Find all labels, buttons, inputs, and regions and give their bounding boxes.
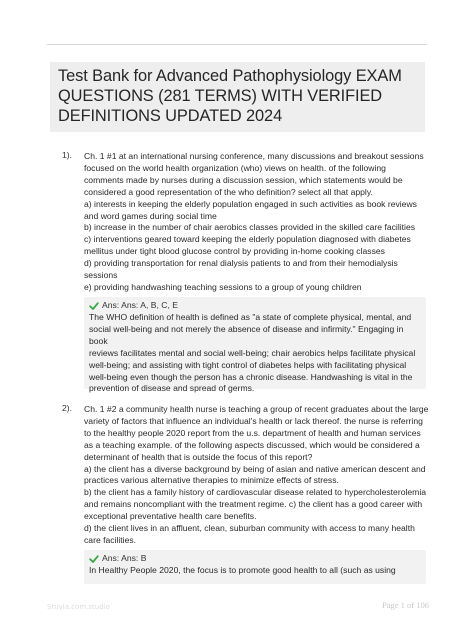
question-line: Ch. 1 #2 a community health nurse is teaching a group of recent graduates about the large <box>84 404 429 414</box>
option-line: and remains noncompliant with the treatment regime. c) the client has a good career with <box>84 499 423 510</box>
option-line: and word games during social time <box>84 210 217 221</box>
question-text <box>84 404 428 547</box>
document-title: Test Bank for Advanced Pathophysiology EXAM QUESTIONS (281 TERMS) WITH VERIFIED DEFINITIONS UPDATED 2024 <box>58 67 402 125</box>
option-line: c) interventions geared toward keeping the elderly population diagnosed with diabetes <box>84 234 411 245</box>
option-line: e) providing handwashing teaching sessions to a group of young children <box>84 281 362 292</box>
top-divider <box>47 44 427 45</box>
rationale-line: In Healthy People 2020, the focus is to promote good health to all (such as using <box>89 565 396 575</box>
question-line: considered a good representation of the who definition? select all that apply. <box>84 186 373 197</box>
answer-box <box>84 550 426 584</box>
option-line: practices various alternative therapies to minimize effects of stress. <box>84 475 339 486</box>
option-line: b) increase in the number of chair aerobics classes provided in the skilled care facilities <box>84 222 416 233</box>
option-line: d) the client lives in an affluent, clean, suburban community with access to many health <box>84 523 415 534</box>
question-line: determinant of health that is outside the focus of this report? <box>84 451 313 462</box>
option-line: a) the client has a diverse background by being of asian and native american descent and <box>84 463 426 474</box>
rationale-line: well-being even though the person has a chronic disease. Handwashing is vital in the <box>89 371 413 382</box>
option-line: a) interests in keeping the elderly population engaged in such activities as book reviews <box>84 198 417 209</box>
option-line: mellitus under tight blood glucose control by providing in-home cooking classes <box>84 246 385 257</box>
rationale-line: well-being; and assisting with tight control of diabetes helps with facilitating physical <box>89 359 407 370</box>
rationale-line: reviews facilitates mental and social well-being; chair aerobics helps facilitate physical <box>89 347 416 358</box>
answer-label: Ans: Ans: B <box>102 553 147 564</box>
check-icon <box>89 554 99 564</box>
question-line: as a teaching example. of the following aspects discussed, which would be considered a <box>84 439 420 450</box>
rationale-line: prevention of disease and spread of germs. <box>89 383 255 394</box>
question-line: Ch. 1 #1 at an international nursing conference, many discussions and breakout sessions <box>84 151 424 161</box>
question-text <box>84 151 424 294</box>
answer-box <box>84 297 426 394</box>
question-line: comments made by nurses during a discussion session, which statements would be <box>84 174 403 185</box>
option-line: exceptional preventative health care benefits. <box>84 511 257 522</box>
question-line: variety of factors that influence an individual's health or lack thereof. the nurse is referring <box>84 415 423 426</box>
option-line: b) the client has a family history of cardiovascular disease related to hypercholesterolemia <box>84 487 427 498</box>
watermark-text: Stuvia.com.studio <box>47 603 110 611</box>
rationale-line: social well-being and not merely the absence of disease and infirmity." Engaging in book <box>89 323 404 346</box>
option-line: sessions <box>84 270 118 281</box>
question-number: 1). <box>62 150 73 160</box>
question-number: 2). <box>62 403 73 413</box>
question-line: focused on the world health organization (who) views on health. of the following <box>84 162 386 173</box>
title-banner <box>50 62 425 132</box>
check-icon <box>89 301 99 311</box>
rationale-line: The WHO definition of health is defined as "a state of complete physical, mental, and <box>89 312 412 322</box>
question-line: to the healthy people 2020 report from the u.s. department of health and human services <box>84 427 421 438</box>
page-number: Page 1 of 106 <box>382 600 429 610</box>
option-line: d) providing transportation for renal dialysis patients to and from their hemodialysis <box>84 258 398 269</box>
answer-label: Ans: Ans: A, B, C, E <box>102 300 178 311</box>
option-line: care facilities. <box>84 534 137 545</box>
